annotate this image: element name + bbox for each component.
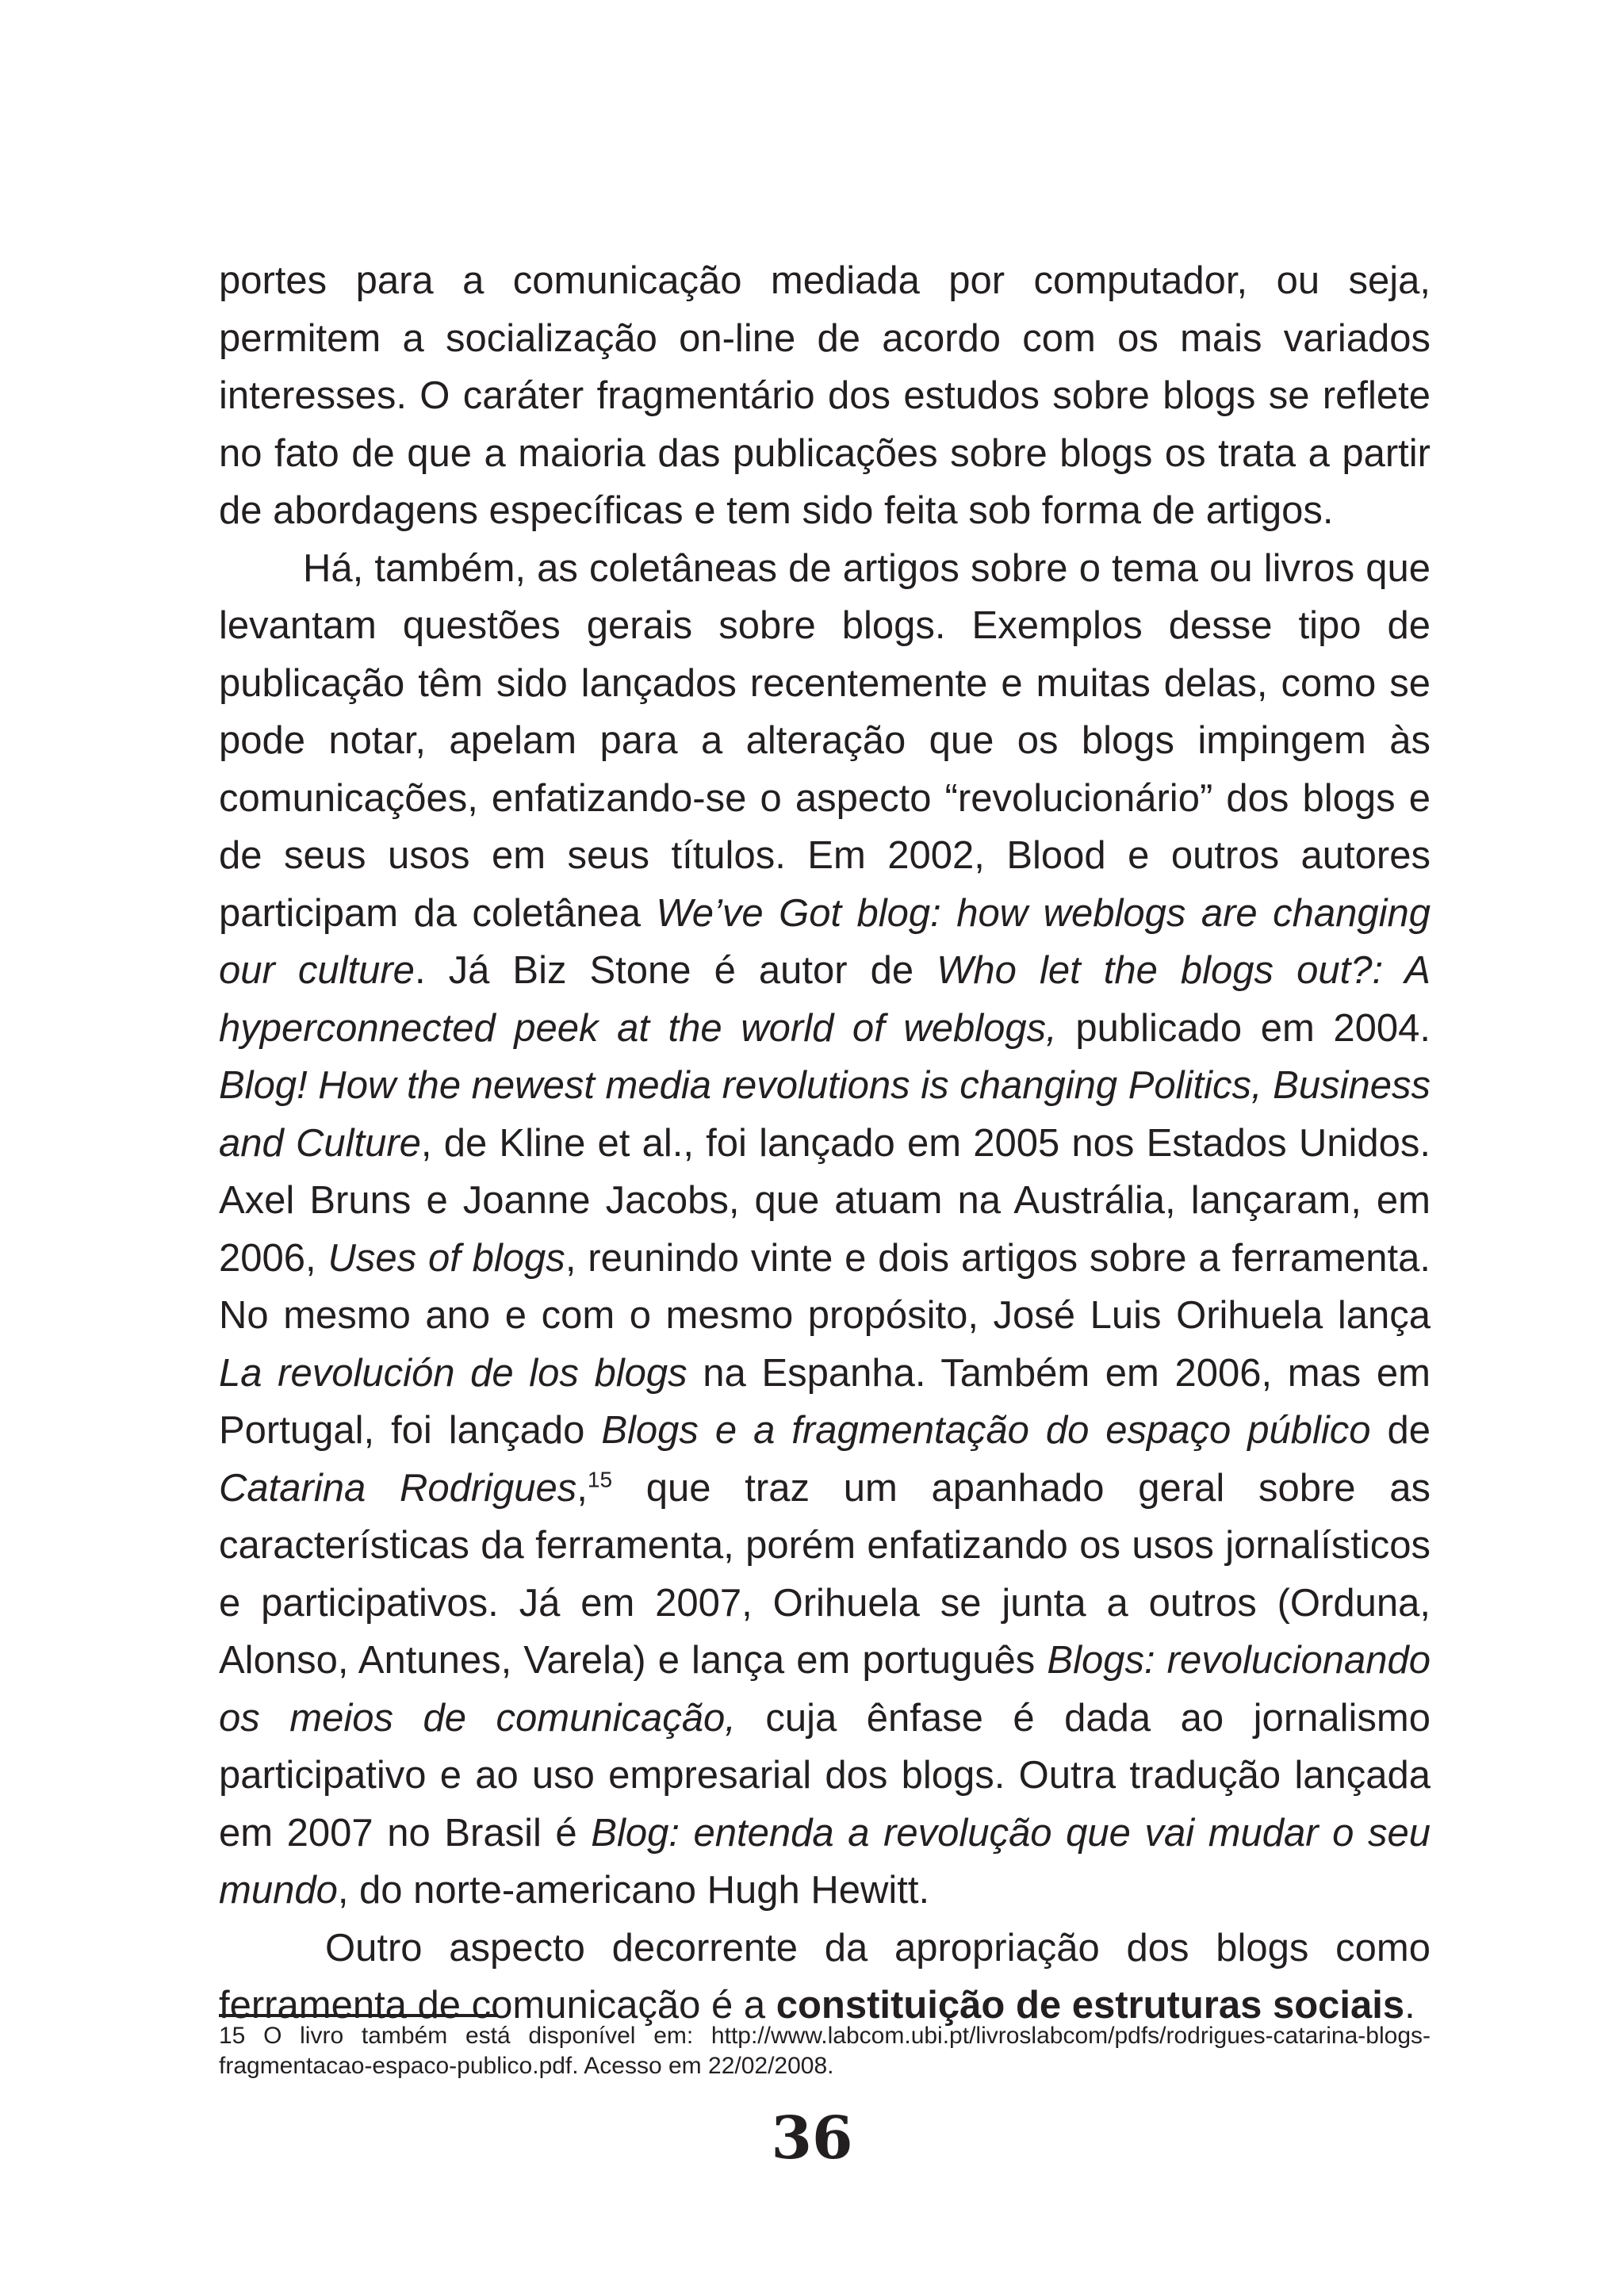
paragraph-text: , de Kline et al., foi lançado em 2005 nos Estados Unidos. Axel Bruns e Joanne Jacobs, que atuam na Austrália, lançaram, em 2006, (219, 1121, 1431, 1280)
paragraph-text: Há, também, as coletâneas de artigos sobre o tema ou livros que levantam questões gerais sobre blogs. Exemplos desse tipo de publicação têm sido lançados recentemente e muitas delas, como se pode notar, apelam para a alteração que os blogs impingem às comunicações, enfatizando-se o aspecto “revolucionário” dos blogs e de seus usos em seus títulos. Em 2002, Blood e outros autores participam da coletânea (219, 546, 1431, 935)
book-title: Blogs: revolucionando os meios de comunicação, (219, 1639, 1431, 1740)
paragraph-text: , reunindo vinte e dois artigos sobre a ferramenta. No mesmo ano e com o mesmo propósito, José Luis Orihuela lança (219, 1236, 1431, 1337)
book-title: We’ve Got blog: how weblogs are changing our culture (219, 891, 1431, 992)
footnote-reference: 15 (587, 1467, 613, 1492)
paragraph-text: na Espanha. Também em 2006, mas em Portugal, foi lançado (219, 1351, 1431, 1452)
paragraph-text: . Já Biz Stone é autor de (414, 949, 937, 992)
author-name: Catarina Rodrigues (219, 1466, 577, 1510)
paragraph-text: , do norte-americano Hugh Hewitt. (337, 1869, 930, 1912)
book-title: Uses of blogs (327, 1236, 565, 1280)
book-title: Blogs e a fragmentação do espaço público (601, 1409, 1371, 1452)
book-title: Who let the blogs out?: A hyperconnected peek at the world of weblogs, (219, 949, 1431, 1050)
paragraph-2 (219, 540, 1431, 1920)
book-title: Blog: entenda a revolução que vai mudar o seu mundo (219, 1811, 1431, 1912)
book-title: La revolución de los blogs (219, 1351, 688, 1395)
body-text (219, 252, 1431, 2035)
paragraph-text: portes para a comunicação mediada por computador, ou seja, permitem a socialização on-line de acordo com os mais variados interesses. O caráter fragmentário dos estudos sobre blogs se reflete no fato de que a maioria das publicações sobre blogs os trata a partir de abordagens específicas e tem sido feita sob forma de artigos. (219, 259, 1431, 532)
paragraph-text: publicado em 2004. (1056, 1006, 1431, 1050)
emphasized-term: constituição de estruturas sociais (776, 1984, 1405, 2027)
page-number: 36 (771, 2104, 853, 2173)
book-title: Blog! How the newest media revolutions is changing Politics, Business and Culture (219, 1064, 1431, 1165)
paragraph-1 (219, 252, 1431, 540)
paragraph-text: . (1404, 1984, 1415, 2027)
paragraph-text: de (1370, 1409, 1431, 1452)
footnote-divider (219, 2014, 498, 2017)
paragraph-text: que traz um apanhado geral sobre as características da ferramenta, porém enfatizando os usos jornalísticos e participativos. Já em 2007, Orihuela se junta a outros (Orduna, Alonso, Antunes, Varela) e lança em português (219, 1466, 1431, 1682)
paragraph-text: cuja ênfase é dada ao jornalismo participativo e ao uso empresarial dos blogs. Outra tradução lançada em 2007 no Brasil é (219, 1696, 1431, 1855)
paragraph-text: , (576, 1466, 588, 1510)
footnote: 15 O livro também está disponível em: http://www.labcom.ubi.pt/livroslabcom/pdfs/rodrigues-catarina-blogs-fragmentacao-espaco-publico.pdf. Acesso em 22/02/2008. (219, 2023, 1431, 2079)
paragraph-text: Outro aspecto decorrente da apropriação dos blogs como ferramenta de comunicação é a (219, 1926, 1431, 2027)
